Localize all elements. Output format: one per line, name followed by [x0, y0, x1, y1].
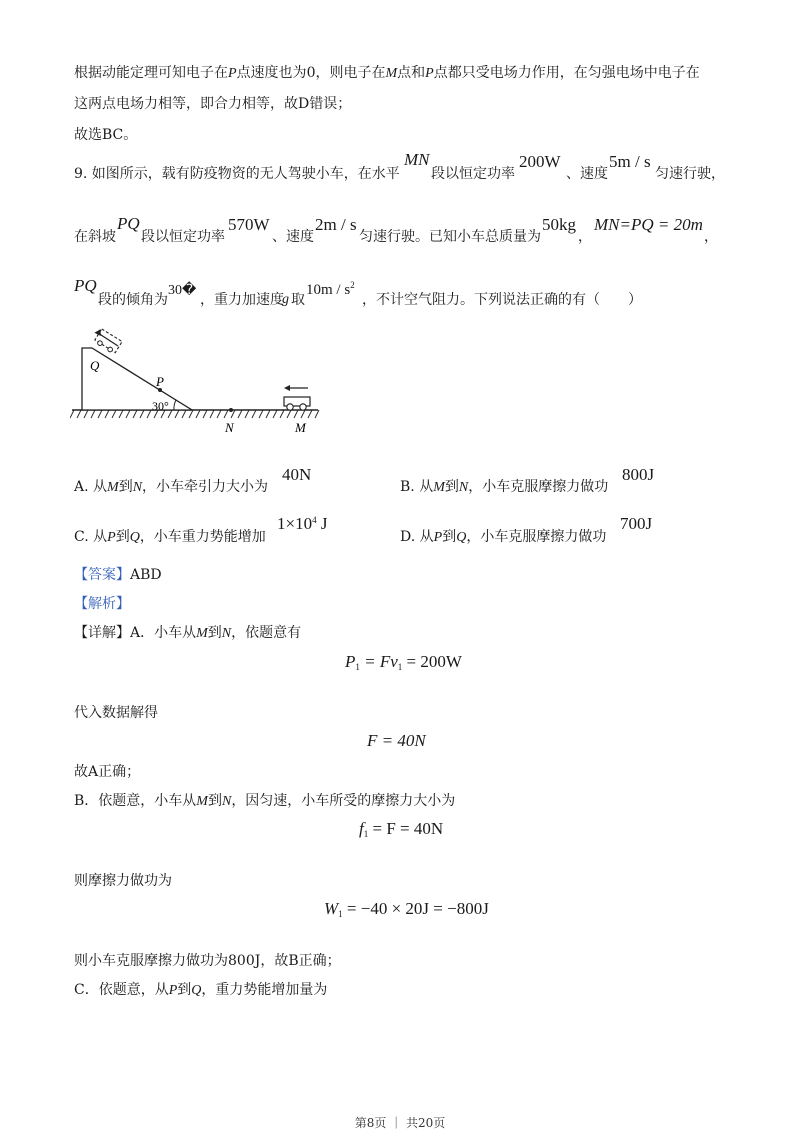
text-span: ，不计空气阻力。下列说法正确的有（ ） — [362, 292, 642, 308]
text-span: 根据动能定理可知电子在 — [74, 65, 228, 81]
option-B-value: 800J — [622, 465, 655, 484]
work-text: 则摩擦力做功为 — [74, 873, 172, 889]
gravity-value — [306, 280, 355, 299]
text-span: 、速度 — [272, 229, 314, 245]
text-span: 点和 — [397, 65, 426, 81]
var-M: M — [196, 626, 208, 641]
var-P: P — [168, 983, 178, 998]
text-span: ，小车克服摩擦力做功 — [468, 479, 609, 495]
label-P: P — [156, 374, 164, 389]
text-span: 点都只受电场力作用，在匀强电场中电子在 — [433, 65, 700, 81]
var-M: M — [385, 66, 398, 81]
subscript: 1 — [338, 909, 343, 919]
var-N: N — [221, 626, 232, 641]
var-Q: Q — [191, 983, 202, 998]
subscript: 1 — [355, 662, 360, 672]
option-A-value: 40N — [282, 465, 312, 484]
var-Q: Q — [129, 530, 140, 545]
text-span: ， — [578, 229, 592, 245]
b-conclusion-text: 则小车克服摩擦力做功为800J，故B正确； — [74, 953, 341, 969]
equation-4 — [324, 899, 489, 919]
option-A — [74, 477, 268, 498]
text-span: 到 — [177, 982, 192, 998]
detail-tag: 【详解】 — [74, 625, 130, 641]
equation-3 — [359, 819, 443, 839]
answer-tag: 【答案】 — [74, 567, 130, 583]
text-span: 到 — [118, 479, 133, 495]
text-span: 到 — [442, 529, 457, 545]
text-span: 段的倾角为 — [98, 292, 168, 308]
text-span: = −40 × 20J = −800J — [342, 899, 489, 918]
var-Q: Q — [456, 530, 467, 545]
question-9-intro: 9. 如图所示，载有防疫物资的无人驾驶小车，在水平 — [74, 166, 400, 182]
var-P: P — [345, 652, 356, 671]
text-span: ，则电子在 — [315, 65, 386, 81]
var-M: M — [433, 480, 445, 495]
var-P: P — [433, 530, 443, 545]
text-span: 到 — [207, 625, 222, 641]
text-span: ，重力势能增加量为 — [201, 982, 328, 998]
speed-2: 2m / s — [315, 215, 357, 234]
option-B — [400, 477, 608, 498]
text-span: C. 从 — [74, 529, 108, 545]
b-line — [74, 791, 455, 812]
analysis-tag: 【解析】 — [74, 596, 130, 612]
subscript: 1 — [397, 662, 403, 672]
text-span: 点速度也为 — [236, 65, 307, 81]
var-PQ: PQ — [74, 276, 97, 295]
mass: 50kg — [542, 215, 576, 234]
text-span: 到 — [115, 529, 130, 545]
text-span: 段以恒定功率 — [141, 229, 225, 245]
text-span: = F = 40N — [368, 819, 444, 838]
text-span: ，因匀速，小车所受的摩擦力大小为 — [231, 793, 456, 809]
equation-1 — [345, 652, 462, 672]
option-C — [74, 527, 266, 548]
text-span: C．依题意，从 — [74, 982, 169, 998]
text-line-2: 这两点电场力相等，即合力相等，故D错误； — [74, 96, 352, 112]
text-span: ，小车重力势能增加 — [139, 529, 266, 545]
var-f: f — [359, 819, 364, 838]
substitute-text: 代入数据解得 — [74, 705, 158, 721]
answer-text: ABD — [130, 567, 162, 583]
text-span: 10m / s — [306, 282, 351, 298]
text-span: ，小车克服摩擦力做功 — [466, 529, 607, 545]
text-span: 在斜坡 — [74, 229, 116, 245]
text-span: 、速度 — [566, 166, 608, 182]
incline-diagram — [70, 326, 320, 436]
text-span: J — [316, 514, 328, 533]
var-P: P — [107, 530, 116, 545]
text-span: 到 — [207, 793, 222, 809]
text-span: D. 从 — [400, 529, 434, 545]
detail-line — [74, 623, 301, 644]
var-M: M — [107, 480, 119, 495]
label-Q: Q — [90, 358, 100, 373]
text-span: 匀速行驶， — [655, 166, 725, 182]
var-v: v — [390, 652, 398, 671]
text-span: ，重力加速度 — [200, 292, 284, 308]
exponent: 4 — [312, 515, 317, 525]
c-line — [74, 980, 327, 1001]
text-span: ，依题意有 — [231, 625, 302, 641]
var-g: g — [282, 292, 289, 307]
text-span: 1×10 — [277, 514, 313, 533]
var-N: N — [132, 480, 143, 495]
var-MN: MN — [404, 150, 430, 169]
speed-1: 5m / s — [609, 152, 651, 171]
var-N: N — [221, 794, 232, 809]
text-line-3: 故选BC。 — [74, 127, 138, 143]
text-span: A. 从 — [74, 479, 108, 495]
power-1: 200W — [519, 152, 561, 171]
label-M: M — [295, 420, 306, 435]
var-P: P — [228, 66, 237, 81]
var-M: M — [196, 794, 208, 809]
option-D-value: 700J — [620, 514, 653, 533]
power-2: 570W — [228, 215, 270, 234]
label-angle: 30° — [152, 399, 169, 413]
angle-value: 30� — [168, 283, 197, 298]
text-span: B．依题意，小车从 — [74, 793, 197, 809]
text-span: 到 — [444, 479, 459, 495]
text-span: = F — [359, 652, 391, 671]
text-line-1 — [74, 63, 700, 84]
a-correct-text: 故A正确； — [74, 764, 141, 780]
text-span: A．小车从 — [130, 625, 197, 641]
var-N: N — [458, 480, 469, 495]
text-span: 取 — [291, 292, 305, 308]
option-C-value — [277, 514, 327, 534]
option-D — [400, 527, 606, 548]
text-span: 段以恒定功率 — [431, 166, 515, 182]
var-P: P — [425, 66, 434, 81]
var-W: W — [324, 899, 339, 918]
answer-line — [74, 565, 162, 585]
exponent: 2 — [350, 280, 355, 290]
page-footer: 第8页 ｜ 共20页 — [354, 1116, 446, 1130]
text-span: ， — [704, 229, 718, 245]
label-N: N — [225, 420, 234, 435]
text-span: ，小车牵引力大小为 — [142, 479, 269, 495]
text-span: 0 — [306, 65, 316, 81]
distance: MN=PQ = 20m — [594, 215, 703, 234]
equation-2: F = 40N — [367, 731, 426, 750]
var-PQ: PQ — [117, 214, 140, 233]
text-span: 匀速行驶。已知小车总质量为 — [359, 229, 541, 245]
text-span: = 200W — [402, 652, 462, 671]
text-span: B. 从 — [400, 479, 434, 495]
subscript: 1 — [363, 829, 369, 839]
